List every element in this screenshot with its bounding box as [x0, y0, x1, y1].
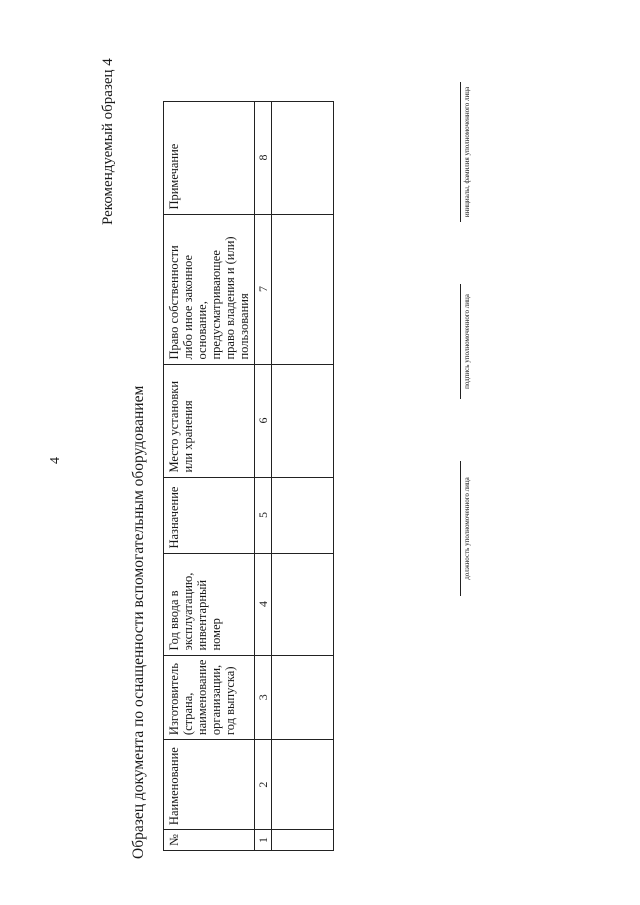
header-manufacturer: Изготовитель (страна, наименование организации, год выпуска)	[164, 655, 255, 740]
signature-caption: подпись уполномоченного лица	[460, 284, 471, 399]
table-header-row	[164, 101, 255, 850]
table-cell	[272, 553, 334, 655]
table-cell	[272, 830, 334, 851]
equipment-table	[163, 101, 334, 851]
table-cell	[272, 740, 334, 830]
header-number: №	[164, 830, 255, 851]
header-note: Примечание	[164, 101, 255, 214]
document-title: Образец документа по оснащенности вспомогательным оборудованием	[130, 385, 147, 859]
column-number: 7	[255, 214, 272, 364]
column-number-row	[255, 101, 272, 850]
signature-position-caption: должность уполномоченного лица	[460, 461, 471, 596]
column-number: 6	[255, 364, 272, 477]
header-commission-year: Год ввода в эксплуатацию, инвентарный номер	[164, 553, 255, 655]
page-number: 4	[48, 457, 63, 464]
header-ownership: Право собственности либо иное законное основание, предусматривающее право владения и (или) пользования	[164, 214, 255, 364]
header-location: Место установки или хранения	[164, 364, 255, 477]
column-number: 5	[255, 477, 272, 553]
table-cell	[272, 655, 334, 740]
column-number: 3	[255, 655, 272, 740]
sample-label: Рекомендуемый образец 4	[100, 58, 116, 225]
header-purpose: Назначение	[164, 477, 255, 553]
table-cell	[272, 477, 334, 553]
signature-name-caption: инициалы, фамилия уполномоченного лица	[460, 82, 471, 222]
column-number: 8	[255, 101, 272, 214]
column-number: 4	[255, 553, 272, 655]
table-row	[272, 101, 334, 850]
column-number: 2	[255, 740, 272, 830]
column-number: 1	[255, 830, 272, 851]
header-name: Наименование	[164, 740, 255, 830]
table-cell	[272, 364, 334, 477]
table-cell	[272, 101, 334, 214]
table-cell	[272, 214, 334, 364]
